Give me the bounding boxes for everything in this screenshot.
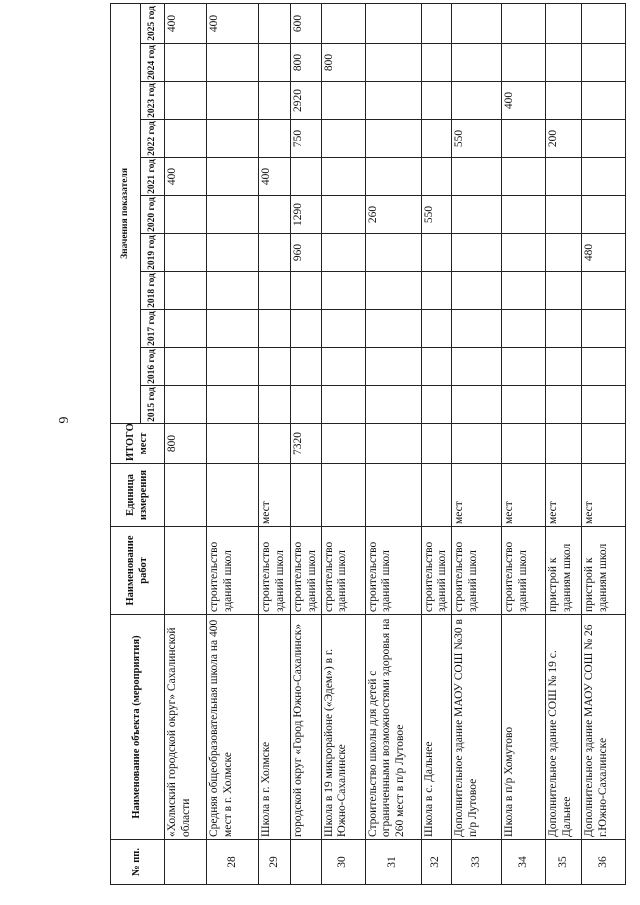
year-value-cell (259, 82, 291, 120)
year-value-cell (259, 44, 291, 82)
row-number-cell: 28 (207, 840, 259, 885)
year-value-cell: 550 (452, 120, 502, 158)
year-value-cell (582, 82, 626, 120)
year-value-cell (546, 3, 582, 43)
year-value-cell (165, 120, 207, 158)
year-value-cell (452, 44, 502, 82)
year-value-cell (582, 44, 626, 82)
total-cell (207, 424, 259, 464)
year-value-cell (165, 82, 207, 120)
header-year: 2018 год (141, 272, 165, 310)
year-value-cell (259, 120, 291, 158)
object-name-cell: Строительство школы для детей с ограниченными возможностями здоровья на 260 мест в п/р Лутовое (365, 615, 421, 840)
year-value-cell (502, 196, 546, 234)
unit-cell: мест (259, 464, 291, 527)
total-cell (582, 424, 626, 464)
year-value-cell (421, 44, 452, 82)
table-row (546, 3, 582, 884)
row-number-cell: 35 (546, 840, 582, 885)
year-value-cell: 400 (259, 158, 291, 196)
header-year: 2025 год (141, 3, 165, 43)
year-value-cell (321, 234, 365, 272)
year-value-cell (452, 348, 502, 386)
year-value-cell (365, 348, 421, 386)
year-value-cell: 550 (421, 196, 452, 234)
year-value-cell: 400 (502, 82, 546, 120)
year-value-cell (321, 386, 365, 424)
row-number-cell: 31 (365, 840, 421, 885)
total-cell: 800 (165, 424, 207, 464)
year-value-cell (321, 272, 365, 310)
header-year: 2015 год (141, 386, 165, 424)
year-value-cell (365, 272, 421, 310)
year-value-cell (421, 82, 452, 120)
works-name-cell: пристрой к зданиям школ (582, 527, 626, 615)
year-value-cell (165, 386, 207, 424)
total-cell (321, 424, 365, 464)
year-value-cell (207, 196, 259, 234)
object-name-cell: Школа в 19 микрорайоне («Эдем») в г. Южно-Сахалинске (321, 615, 365, 840)
year-value-cell (546, 386, 582, 424)
year-value-cell (207, 120, 259, 158)
year-value-cell (259, 386, 291, 424)
year-value-cell (207, 82, 259, 120)
year-value-cell: 960 (291, 234, 322, 272)
year-value-cell (259, 196, 291, 234)
year-value-cell (259, 234, 291, 272)
year-value-cell (165, 272, 207, 310)
unit-cell (421, 464, 452, 527)
year-value-cell (207, 348, 259, 386)
row-number-cell: 36 (582, 840, 626, 885)
school-construction-table (110, 3, 626, 885)
year-value-cell (546, 310, 582, 348)
header-no: № пп. (111, 840, 165, 885)
year-value-cell (582, 158, 626, 196)
year-value-cell (452, 234, 502, 272)
year-value-cell (502, 310, 546, 348)
header-year: 2023 год (141, 82, 165, 120)
year-value-cell (321, 3, 365, 43)
year-value-cell (502, 272, 546, 310)
year-value-cell (321, 310, 365, 348)
year-value-cell (582, 386, 626, 424)
table-row (259, 3, 291, 884)
year-value-cell (365, 3, 421, 43)
year-value-cell (452, 3, 502, 43)
year-value-cell: 200 (546, 120, 582, 158)
year-value-cell (546, 44, 582, 82)
year-value-cell (502, 44, 546, 82)
unit-cell (321, 464, 365, 527)
header-year: 2024 год (141, 44, 165, 82)
year-value-cell (546, 82, 582, 120)
year-value-cell: 400 (207, 3, 259, 43)
year-value-cell (582, 348, 626, 386)
year-value-cell (321, 196, 365, 234)
year-value-cell (452, 310, 502, 348)
year-value-cell (365, 234, 421, 272)
object-name-cell: Дополнительное здание МАОУ СОШ № 26 г.Южно-Сахалинске (582, 615, 626, 840)
year-value-cell (291, 348, 322, 386)
row-number-cell: 33 (452, 840, 502, 885)
year-value-cell (365, 310, 421, 348)
year-value-cell (546, 196, 582, 234)
year-value-cell: 600 (291, 3, 322, 43)
year-value-cell (207, 158, 259, 196)
row-number-cell (165, 840, 207, 885)
table-body (165, 3, 626, 884)
year-value-cell (502, 386, 546, 424)
year-value-cell: 750 (291, 120, 322, 158)
year-value-cell (207, 272, 259, 310)
year-value-cell (502, 3, 546, 43)
year-value-cell (259, 3, 291, 43)
header-year: 2016 год (141, 348, 165, 386)
year-value-cell (546, 234, 582, 272)
year-value-cell (259, 272, 291, 310)
row-number-cell: 32 (421, 840, 452, 885)
year-value-cell (546, 158, 582, 196)
year-value-cell (207, 310, 259, 348)
year-value-cell (452, 196, 502, 234)
year-value-cell (291, 386, 322, 424)
year-value-cell (321, 82, 365, 120)
header-year: 2022 год (141, 120, 165, 158)
header-object: Наименование объекта (мероприятия) (111, 615, 165, 840)
year-value-cell (365, 158, 421, 196)
works-name-cell: строительство зданий школ (421, 527, 452, 615)
header-year: 2019 год (141, 234, 165, 272)
header-total: ИТОГО мест (111, 424, 165, 464)
object-name-cell: Дополнительное здание СОШ № 19 с. Дальнее (546, 615, 582, 840)
header-unit: Единица измерения (111, 464, 165, 527)
unit-cell: мест (582, 464, 626, 527)
unit-cell (165, 464, 207, 527)
year-value-cell (421, 158, 452, 196)
year-value-cell (546, 272, 582, 310)
works-name-cell: строительство зданий школ (259, 527, 291, 615)
year-value-cell (546, 348, 582, 386)
year-value-cell (365, 44, 421, 82)
table-row (421, 3, 452, 884)
table-row (207, 3, 259, 884)
year-value-cell (502, 120, 546, 158)
year-value-cell (165, 44, 207, 82)
row-number-cell: 30 (321, 840, 365, 885)
object-name-cell: Средняя общеобразовательная школа на 400 мест в г. Холмске (207, 615, 259, 840)
total-cell: 7320 (291, 424, 322, 464)
works-name-cell: строительство зданий школ (502, 527, 546, 615)
row-number-cell (291, 840, 322, 885)
year-value-cell: 800 (321, 44, 365, 82)
year-value-cell (421, 272, 452, 310)
year-value-cell: 400 (165, 3, 207, 43)
table-row (291, 3, 322, 884)
year-value-cell (582, 3, 626, 43)
year-value-cell (291, 310, 322, 348)
works-name-cell: строительство зданий школ (207, 527, 259, 615)
year-value-cell (165, 234, 207, 272)
year-value-cell (165, 310, 207, 348)
year-value-cell (502, 348, 546, 386)
total-cell (259, 424, 291, 464)
unit-cell (207, 464, 259, 527)
year-value-cell (321, 120, 365, 158)
unit-cell: мест (502, 464, 546, 527)
year-value-cell (582, 310, 626, 348)
year-value-cell (452, 272, 502, 310)
year-value-cell (165, 196, 207, 234)
unit-cell: мест (546, 464, 582, 527)
works-name-cell (165, 527, 207, 615)
header-works: Наименование работ (111, 527, 165, 615)
year-value-cell (421, 310, 452, 348)
year-value-cell (421, 3, 452, 43)
works-name-cell: строительство зданий школ (321, 527, 365, 615)
object-name-cell: городской округ «Город Южно-Сахалинск» (291, 615, 322, 840)
header-year: 2020 год (141, 196, 165, 234)
table-row (165, 3, 207, 884)
year-value-cell: 480 (582, 234, 626, 272)
year-value-cell: 1290 (291, 196, 322, 234)
header-year: 2017 год (141, 310, 165, 348)
total-cell (546, 424, 582, 464)
year-value-cell (207, 44, 259, 82)
year-value-cell (365, 82, 421, 120)
total-cell (365, 424, 421, 464)
year-value-cell: 800 (291, 44, 322, 82)
year-value-cell (291, 272, 322, 310)
year-value-cell (207, 386, 259, 424)
total-cell (421, 424, 452, 464)
total-cell (452, 424, 502, 464)
year-value-cell (582, 196, 626, 234)
year-value-cell (452, 158, 502, 196)
year-value-cell (165, 348, 207, 386)
object-name-cell: Дополнительное здание МАОУ СОШ №30 в п/р Лутовое (452, 615, 502, 840)
year-value-cell (365, 386, 421, 424)
year-value-cell (365, 120, 421, 158)
object-name-cell: Школа в п/р Хомутово (502, 615, 546, 840)
year-value-cell (207, 234, 259, 272)
table-row (502, 3, 546, 884)
object-name-cell: «Холмский городской округ» Сахалинской области (165, 615, 207, 840)
unit-cell (291, 464, 322, 527)
year-value-cell: 2920 (291, 82, 322, 120)
table-row (321, 3, 365, 884)
header-values: Значения показателя (111, 3, 141, 423)
year-value-cell (259, 348, 291, 386)
year-value-cell (321, 158, 365, 196)
year-value-cell (502, 158, 546, 196)
object-name-cell: Школа в г. Холмске (259, 615, 291, 840)
year-value-cell (452, 82, 502, 120)
works-name-cell: строительство зданий школ (365, 527, 421, 615)
works-name-cell: пристрой к зданиям школ (546, 527, 582, 615)
table-row (452, 3, 502, 884)
object-name-cell: Школа в с. Дальнее (421, 615, 452, 840)
year-value-cell (421, 348, 452, 386)
table-row (365, 3, 421, 884)
total-cell (502, 424, 546, 464)
year-value-cell (321, 348, 365, 386)
page-number: 6 (55, 416, 70, 424)
header-year: 2021 год (141, 158, 165, 196)
year-value-cell (291, 158, 322, 196)
rotated-table-container (110, 5, 610, 885)
unit-cell: мест (452, 464, 502, 527)
year-value-cell (421, 234, 452, 272)
row-number-cell: 29 (259, 840, 291, 885)
year-value-cell (421, 120, 452, 158)
table-row (582, 3, 626, 884)
works-name-cell: строительство зданий школ (291, 527, 322, 615)
year-value-cell (582, 120, 626, 158)
year-value-cell (502, 234, 546, 272)
year-value-cell: 400 (165, 158, 207, 196)
year-value-cell: 260 (365, 196, 421, 234)
unit-cell (365, 464, 421, 527)
year-value-cell (452, 386, 502, 424)
works-name-cell: строительство зданий школ (452, 527, 502, 615)
year-value-cell (582, 272, 626, 310)
year-value-cell (259, 310, 291, 348)
row-number-cell: 34 (502, 840, 546, 885)
year-value-cell (421, 386, 452, 424)
